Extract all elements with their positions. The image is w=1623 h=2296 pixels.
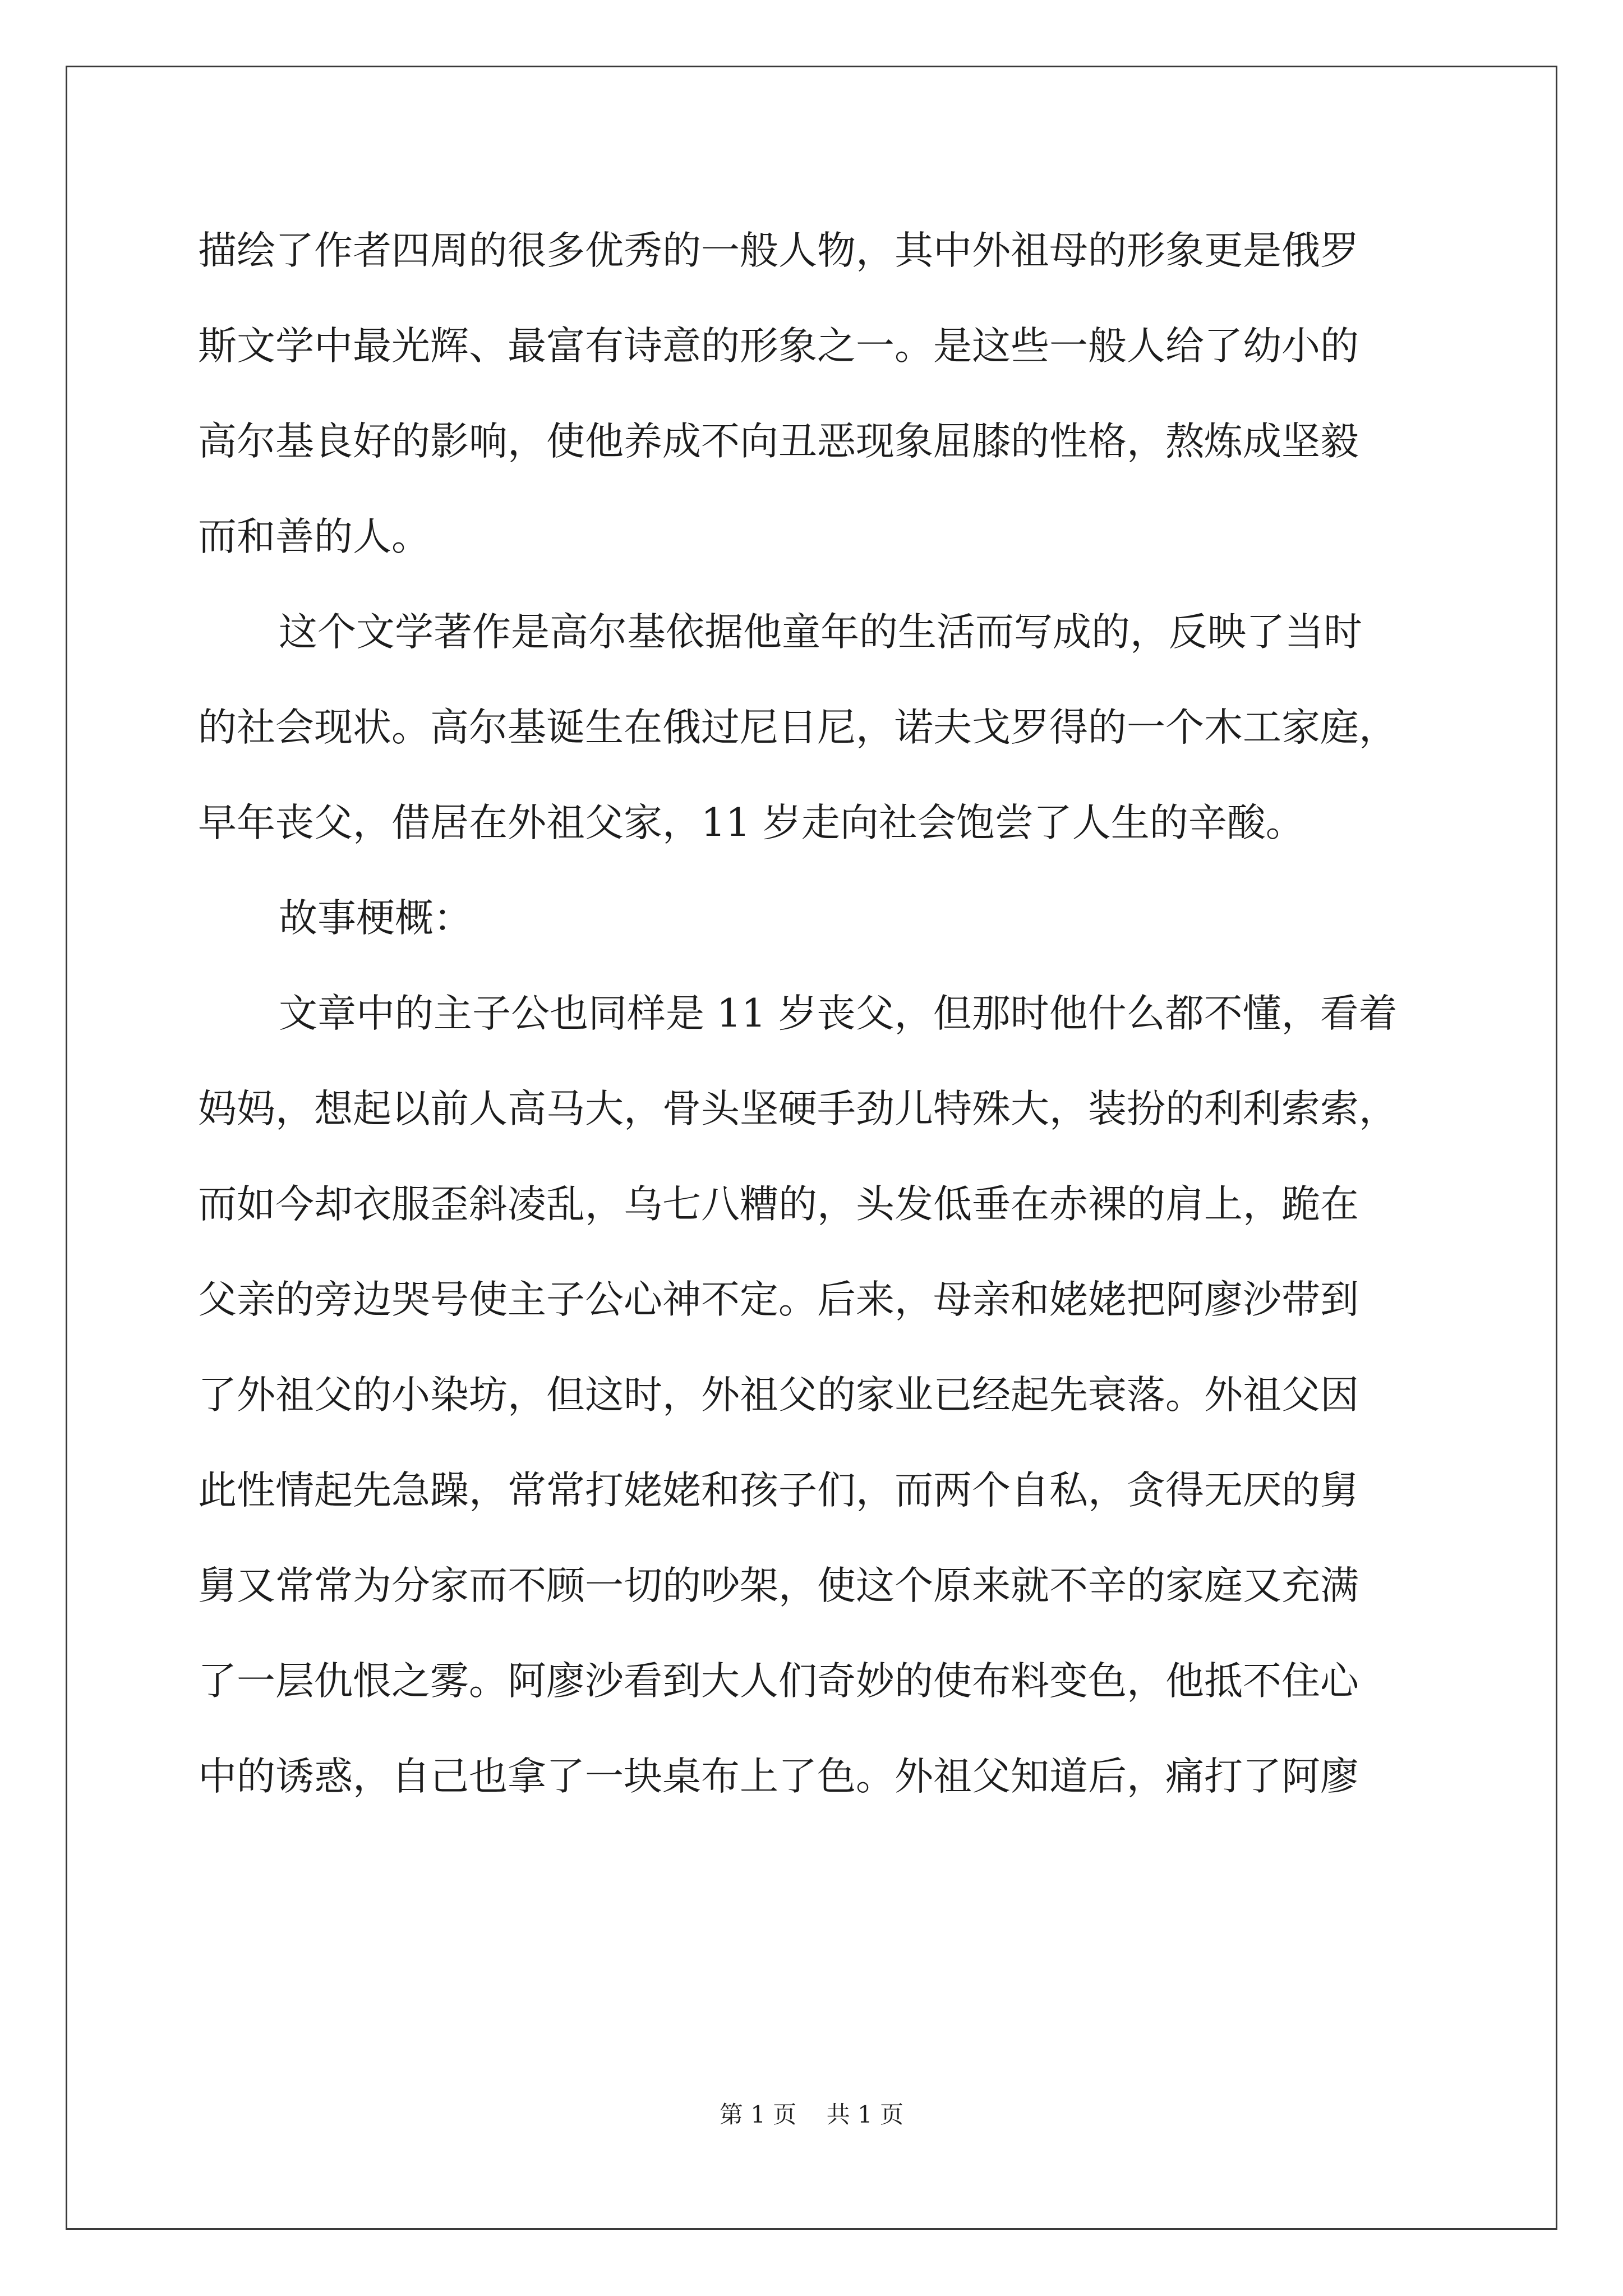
text-line: 高尔基良好的影响，使他养成不向丑恶现象屈膝的性格，熬炼成坚毅 (198, 419, 1359, 464)
text-line: 了外祖父的小染坊，但这时，外祖父的家业已经起先衰落。外祖父因 (198, 1373, 1359, 1418)
text-line: 舅又常常为分家而不顾一切的吵架，使这个原来就不辛的家庭又充满 (198, 1563, 1359, 1608)
section-heading: 故事梗概： (279, 896, 472, 941)
text-line: 妈妈，想起以前人高马大，骨头坚硬手劲儿特殊大，装扮的利利索索， (198, 1087, 1398, 1131)
paragraph-start-line: 这个文学著作是高尔基依据他童年的生活而写成的，反映了当时 (279, 610, 1362, 655)
text-line: 此性情起先急躁，常常打姥姥和孩子们，而两个自私，贪得无厌的舅 (198, 1468, 1359, 1513)
text-line: 的社会现状。高尔基诞生在俄过尼日尼，诺夫戈罗得的一个木工家庭， (198, 705, 1398, 750)
text-line: 斯文学中最光辉、最富有诗意的形象之一。是这些一般人给了幼小的 (198, 324, 1359, 369)
paragraph-start-line: 文章中的主子公也同样是 11 岁丧父，但那时他什么都不懂，看着 (279, 991, 1398, 1036)
text-line: 了一层仇恨之雾。阿廖沙看到大人们奇妙的使布料变色，他抵不住心 (198, 1659, 1359, 1704)
text-line: 中的诱惑，自己也拿了一块桌布上了色。外祖父知道后，痛打了阿廖 (198, 1754, 1359, 1799)
text-line: 描绘了作者四周的很多优秀的一般人物，其中外祖母的形象更是俄罗 (198, 228, 1359, 273)
page-border (66, 66, 1557, 2230)
page-footer: 第 1 页 共 1 页 (719, 2101, 904, 2128)
text-line: 父亲的旁边哭号使主子公心神不定。后来，母亲和姥姥把阿廖沙带到 (198, 1277, 1359, 1322)
text-line: 而和善的人。 (198, 514, 430, 559)
text-line: 早年丧父，借居在外祖父家，11 岁走向社会饱尝了人生的辛酸。 (198, 800, 1304, 845)
text-line: 而如今却衣服歪斜凌乱，乌七八糟的，头发低垂在赤裸的肩上，跪在 (198, 1182, 1359, 1227)
